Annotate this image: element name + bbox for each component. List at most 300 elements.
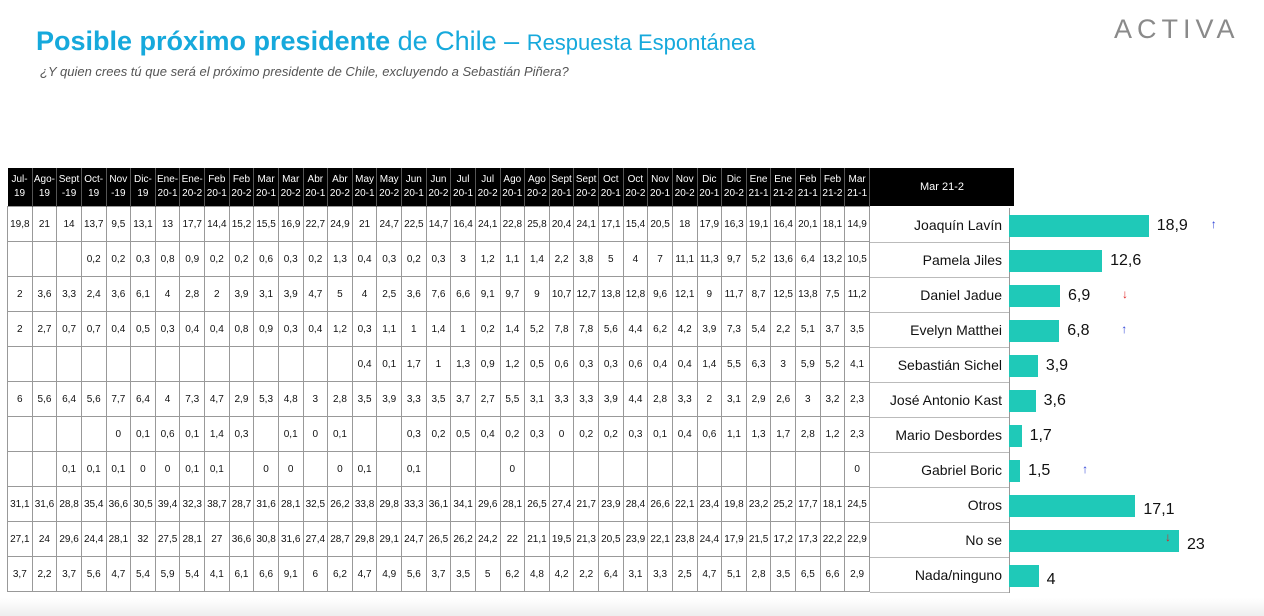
- history-cell: 7,8: [549, 312, 574, 347]
- history-cell: 14,4: [205, 207, 230, 242]
- history-cell: 2,8: [180, 277, 205, 312]
- period-header: Abr 20-1: [303, 168, 328, 207]
- period-header: Sept 20-2: [574, 168, 599, 207]
- history-cell: 15,2: [229, 207, 254, 242]
- history-cell: [648, 452, 673, 487]
- bar-chart: [1009, 208, 1264, 593]
- history-cell: 24,7: [402, 522, 427, 557]
- history-cell: 1,3: [328, 242, 353, 277]
- history-cell: 0,3: [229, 417, 254, 452]
- period-header: Nov 20-1: [648, 168, 673, 207]
- history-cell: 22,1: [672, 487, 697, 522]
- history-cell: 29,6: [57, 522, 82, 557]
- bar-value-label: 12,6: [1110, 252, 1142, 269]
- history-cell: 0,4: [672, 347, 697, 382]
- history-cell: 22,2: [820, 522, 845, 557]
- history-cell: 9,7: [722, 242, 747, 277]
- period-header: Mar 20-1: [254, 168, 279, 207]
- history-cell: 29,8: [377, 487, 402, 522]
- history-cell: 6,6: [254, 557, 279, 592]
- history-cell: 22,9: [845, 522, 870, 557]
- history-cell: 2,3: [845, 417, 870, 452]
- history-cell: 3,8: [574, 242, 599, 277]
- history-cell: 23,8: [672, 522, 697, 557]
- bar-value-label: 6,9: [1068, 287, 1091, 304]
- history-cell: 4,4: [623, 382, 648, 417]
- period-header: Ago 20-2: [525, 168, 550, 207]
- history-cell: 9,5: [106, 207, 131, 242]
- history-cell: 12,5: [771, 277, 796, 312]
- history-cell: 9,6: [648, 277, 673, 312]
- history-cell: 3,5: [352, 382, 377, 417]
- history-cell: 14: [57, 207, 82, 242]
- history-header-row: [8, 168, 870, 207]
- history-cell: 0,1: [278, 417, 303, 452]
- history-cell: 24,1: [475, 207, 500, 242]
- history-cell: 2,3: [845, 382, 870, 417]
- history-cell: 26,6: [648, 487, 673, 522]
- history-cell: 0,3: [623, 417, 648, 452]
- history-cell: 4,7: [303, 277, 328, 312]
- history-cell: 4,7: [697, 557, 722, 592]
- history-cell: 9,7: [500, 277, 525, 312]
- history-cell: 1,7: [771, 417, 796, 452]
- history-cell: 21,5: [746, 522, 771, 557]
- history-cell: 28,7: [229, 487, 254, 522]
- history-cell: [229, 452, 254, 487]
- period-header: Ene 21-2: [771, 168, 796, 207]
- history-cell: 13,8: [599, 277, 624, 312]
- bar: [1009, 320, 1059, 342]
- candidate-label: José Antonio Kast: [870, 383, 1010, 418]
- history-cell: 0: [328, 452, 353, 487]
- bar-value-label: 1,7: [1029, 427, 1052, 444]
- history-cell: 2,8: [746, 557, 771, 592]
- history-cell: 1,3: [451, 347, 476, 382]
- history-cell: [599, 452, 624, 487]
- bar-value-label: 1,5: [1028, 462, 1051, 479]
- bar-value-label: 6,8: [1067, 322, 1090, 339]
- history-cell: 27,4: [303, 522, 328, 557]
- history-cell: 6: [303, 557, 328, 592]
- history-cell: 31,6: [278, 522, 303, 557]
- history-cell: 20,4: [549, 207, 574, 242]
- trend-up-icon: ↑: [1210, 217, 1217, 231]
- history-cell: 27,4: [549, 487, 574, 522]
- history-cell: 29,1: [377, 522, 402, 557]
- history-cell: 22: [500, 522, 525, 557]
- bar-value-label: 3,6: [1043, 392, 1066, 409]
- history-cell: 0,1: [131, 417, 156, 452]
- history-cell: [303, 347, 328, 382]
- history-cell: 7,5: [820, 277, 845, 312]
- history-cell: 1,2: [475, 242, 500, 277]
- history-cell: 26,2: [328, 487, 353, 522]
- history-cell: 27,5: [155, 522, 180, 557]
- history-cell: 6,3: [746, 347, 771, 382]
- history-cell: 5,2: [525, 312, 550, 347]
- history-cell: 12,1: [672, 277, 697, 312]
- history-cell: [155, 347, 180, 382]
- history-cell: 1: [402, 312, 427, 347]
- history-cell: 4,2: [672, 312, 697, 347]
- history-cell: 14,7: [426, 207, 451, 242]
- candidate-label: Joaquín Lavín: [870, 208, 1010, 243]
- history-cell: 2,4: [81, 277, 106, 312]
- history-cell: 0,3: [278, 312, 303, 347]
- history-cell: 4,8: [525, 557, 550, 592]
- history-cell: 0: [303, 417, 328, 452]
- history-cell: 28,4: [623, 487, 648, 522]
- history-cell: 9,1: [278, 557, 303, 592]
- history-cell: 28,1: [180, 522, 205, 557]
- history-cell: 0,2: [402, 242, 427, 277]
- history-cell: 4: [155, 277, 180, 312]
- history-cell: 12,7: [574, 277, 599, 312]
- history-cell: 22,7: [303, 207, 328, 242]
- history-cell: 10,7: [549, 277, 574, 312]
- period-header: Jun 20-1: [402, 168, 427, 207]
- history-cell: 39,4: [155, 487, 180, 522]
- history-cell: 5,6: [81, 557, 106, 592]
- bar: [1009, 215, 1149, 237]
- title-main: Posible próximo presidente: [36, 26, 391, 56]
- history-cell: 23,9: [599, 487, 624, 522]
- history-cell: 26,2: [451, 522, 476, 557]
- history-cell: 0: [155, 452, 180, 487]
- history-cell: 25,8: [525, 207, 550, 242]
- history-cell: [32, 242, 57, 277]
- period-header: Abr 20-2: [328, 168, 353, 207]
- history-cell: 0,2: [106, 242, 131, 277]
- history-cell: 6,2: [328, 557, 353, 592]
- history-cell: 0,9: [475, 347, 500, 382]
- history-cell: 0,2: [303, 242, 328, 277]
- history-cell: 33,3: [402, 487, 427, 522]
- history-cell: 11,2: [845, 277, 870, 312]
- bar-value-label: 4: [1046, 571, 1056, 588]
- table-row: [8, 452, 870, 487]
- history-cell: [32, 347, 57, 382]
- history-cell: 24,9: [328, 207, 353, 242]
- history-cell: 2,8: [648, 382, 673, 417]
- history-cell: 6,6: [820, 557, 845, 592]
- history-cell: 22,5: [402, 207, 427, 242]
- history-cell: 5,5: [722, 347, 747, 382]
- history-cell: 23,9: [623, 522, 648, 557]
- history-cell: [81, 417, 106, 452]
- history-cell: [574, 452, 599, 487]
- history-cell: 24,5: [845, 487, 870, 522]
- history-cell: 0,7: [81, 312, 106, 347]
- history-cell: 17,3: [796, 522, 821, 557]
- history-cell: 0: [131, 452, 156, 487]
- history-cell: 6,6: [451, 277, 476, 312]
- history-cell: 3,9: [599, 382, 624, 417]
- period-header: May 20-1: [352, 168, 377, 207]
- history-cell: 25,2: [771, 487, 796, 522]
- history-cell: 29,6: [475, 487, 500, 522]
- history-cell: 17,1: [599, 207, 624, 242]
- history-cell: 5,4: [746, 312, 771, 347]
- history-cell: 2,6: [771, 382, 796, 417]
- history-cell: [623, 452, 648, 487]
- survey-question: ¿Y quien crees tú que será el próximo presidente de Chile, excluyendo a Sebastián Piñera?: [40, 64, 569, 79]
- history-table: [7, 168, 870, 592]
- history-cell: 2,8: [796, 417, 821, 452]
- history-cell: 5,4: [131, 557, 156, 592]
- history-cell: 21: [352, 207, 377, 242]
- history-cell: 5,6: [32, 382, 57, 417]
- history-cell: [697, 452, 722, 487]
- history-cell: 11,7: [722, 277, 747, 312]
- period-header: Jul- 19: [8, 168, 33, 207]
- history-cell: 3,3: [57, 277, 82, 312]
- history-cell: 0,6: [155, 417, 180, 452]
- history-cell: 20,5: [648, 207, 673, 242]
- history-cell: 6,4: [57, 382, 82, 417]
- table-row: [8, 522, 870, 557]
- history-cell: 2,9: [845, 557, 870, 592]
- bar-value-label: 23: [1187, 536, 1205, 553]
- bar: [1009, 460, 1020, 482]
- history-cell: 6,1: [131, 277, 156, 312]
- history-cell: 7,3: [722, 312, 747, 347]
- trend-up-icon: ↑: [1121, 322, 1128, 336]
- history-cell: 0,1: [648, 417, 673, 452]
- history-cell: 1,4: [426, 312, 451, 347]
- history-cell: 24,4: [697, 522, 722, 557]
- history-cell: 0,9: [180, 242, 205, 277]
- history-cell: [377, 452, 402, 487]
- history-cell: 0,4: [352, 242, 377, 277]
- history-cell: 1: [451, 312, 476, 347]
- history-cell: 3,6: [32, 277, 57, 312]
- period-header: Feb 20-1: [205, 168, 230, 207]
- page-title: [36, 26, 755, 57]
- history-cell: 0,5: [525, 347, 550, 382]
- history-cell: 4,4: [623, 312, 648, 347]
- history-cell: 0,6: [549, 347, 574, 382]
- history-cell: 0,7: [57, 312, 82, 347]
- history-cell: 0,2: [500, 417, 525, 452]
- history-cell: 13,2: [820, 242, 845, 277]
- history-cell: 1,1: [722, 417, 747, 452]
- history-cell: 3,1: [254, 277, 279, 312]
- history-cell: 24,7: [377, 207, 402, 242]
- history-cell: 0,2: [229, 242, 254, 277]
- title-mid: de Chile –: [390, 26, 527, 56]
- history-cell: 15,5: [254, 207, 279, 242]
- history-cell: 5: [599, 242, 624, 277]
- history-cell: 0: [254, 452, 279, 487]
- period-header: Ene- 20-1: [155, 168, 180, 207]
- history-cell: 18,1: [820, 207, 845, 242]
- bar-value-label: 17,1: [1143, 501, 1175, 518]
- bar: [1009, 355, 1038, 377]
- history-cell: 5,2: [746, 242, 771, 277]
- history-cell: 3,5: [426, 382, 451, 417]
- history-cell: [746, 452, 771, 487]
- history-cell: 19,8: [722, 487, 747, 522]
- history-cell: 21,1: [525, 522, 550, 557]
- history-cell: 0,1: [57, 452, 82, 487]
- history-cell: 6,5: [796, 557, 821, 592]
- period-header: Sept -19: [57, 168, 82, 207]
- history-cell: 18: [672, 207, 697, 242]
- history-cell: 0,3: [377, 242, 402, 277]
- history-cell: 31,1: [8, 487, 33, 522]
- history-cell: 6: [8, 382, 33, 417]
- history-cell: 5,6: [599, 312, 624, 347]
- history-cell: 12,8: [623, 277, 648, 312]
- history-cell: 28,8: [57, 487, 82, 522]
- period-header: Mar 21-1: [845, 168, 870, 207]
- history-cell: 17,7: [180, 207, 205, 242]
- history-cell: [820, 452, 845, 487]
- history-cell: 23,2: [746, 487, 771, 522]
- history-cell: 2,7: [475, 382, 500, 417]
- history-cell: 5,5: [500, 382, 525, 417]
- history-cell: 18,1: [820, 487, 845, 522]
- history-cell: 7,8: [574, 312, 599, 347]
- history-cell: 31,6: [254, 487, 279, 522]
- history-cell: 5,6: [81, 382, 106, 417]
- history-cell: 3,2: [820, 382, 845, 417]
- candidate-labels: [870, 208, 1010, 593]
- history-cell: 0,4: [648, 347, 673, 382]
- history-cell: 0,8: [155, 242, 180, 277]
- history-cell: 0,2: [574, 417, 599, 452]
- history-cell: 7,6: [426, 277, 451, 312]
- period-header: Jun 20-2: [426, 168, 451, 207]
- history-cell: 0,5: [131, 312, 156, 347]
- history-cell: 14,9: [845, 207, 870, 242]
- history-cell: [205, 347, 230, 382]
- history-cell: 0,3: [131, 242, 156, 277]
- history-cell: 0,3: [525, 417, 550, 452]
- history-cell: 0,3: [574, 347, 599, 382]
- history-cell: [254, 347, 279, 382]
- history-cell: 3: [771, 347, 796, 382]
- history-cell: 2,9: [746, 382, 771, 417]
- history-cell: 0,3: [352, 312, 377, 347]
- history-cell: 34,1: [451, 487, 476, 522]
- history-cell: 0,2: [475, 312, 500, 347]
- history-cell: 0,1: [180, 452, 205, 487]
- history-cell: 1,4: [500, 312, 525, 347]
- history-cell: 15,4: [623, 207, 648, 242]
- history-cell: 3,6: [106, 277, 131, 312]
- history-cell: 4: [352, 277, 377, 312]
- history-cell: 1,4: [525, 242, 550, 277]
- history-cell: 28,7: [328, 522, 353, 557]
- history-cell: [32, 417, 57, 452]
- period-header: Ene 21-1: [746, 168, 771, 207]
- history-cell: [8, 242, 33, 277]
- history-cell: 2: [697, 382, 722, 417]
- period-header: Ago 20-1: [500, 168, 525, 207]
- history-cell: 30,8: [254, 522, 279, 557]
- history-cell: 0,6: [254, 242, 279, 277]
- period-header: Jul 20-1: [451, 168, 476, 207]
- history-cell: 2,2: [32, 557, 57, 592]
- history-cell: 3: [303, 382, 328, 417]
- history-cell: 1,2: [500, 347, 525, 382]
- history-cell: 33,8: [352, 487, 377, 522]
- history-cell: 36,6: [106, 487, 131, 522]
- history-cell: [525, 452, 550, 487]
- history-cell: 17,7: [796, 487, 821, 522]
- history-cell: 36,6: [229, 522, 254, 557]
- history-cell: 17,9: [722, 522, 747, 557]
- period-header: Mar 20-2: [278, 168, 303, 207]
- history-cell: [426, 452, 451, 487]
- period-header: Feb 21-1: [796, 168, 821, 207]
- history-cell: 0,3: [402, 417, 427, 452]
- history-cell: 2,8: [328, 382, 353, 417]
- history-cell: 23,4: [697, 487, 722, 522]
- history-cell: 5,2: [820, 347, 845, 382]
- history-cell: 20,1: [796, 207, 821, 242]
- history-cell: 13,7: [81, 207, 106, 242]
- history-cell: [549, 452, 574, 487]
- history-cell: 1,4: [697, 347, 722, 382]
- period-header: Oct 20-1: [599, 168, 624, 207]
- history-cell: 0,4: [180, 312, 205, 347]
- history-cell: 0: [549, 417, 574, 452]
- table-row: [8, 487, 870, 522]
- history-cell: [672, 452, 697, 487]
- history-cell: 1,1: [377, 312, 402, 347]
- history-cell: 4,9: [377, 557, 402, 592]
- bar-value-label: 18,9: [1156, 217, 1188, 234]
- history-cell: [81, 347, 106, 382]
- history-cell: 0,2: [599, 417, 624, 452]
- bar: [1009, 250, 1102, 272]
- candidate-label: Mario Desbordes: [870, 418, 1010, 453]
- period-header: Nov 20-2: [672, 168, 697, 207]
- history-body: [8, 207, 870, 592]
- history-cell: 17,2: [771, 522, 796, 557]
- history-cell: 0,4: [205, 312, 230, 347]
- history-cell: 20,5: [599, 522, 624, 557]
- history-cell: 5,9: [155, 557, 180, 592]
- history-cell: 6,4: [131, 382, 156, 417]
- bar: [1009, 285, 1060, 307]
- history-cell: 3,3: [648, 557, 673, 592]
- history-cell: 0,3: [278, 242, 303, 277]
- title-subtitle: Respuesta Espontánea: [526, 30, 756, 55]
- candidate-label: No se: [870, 523, 1010, 558]
- history-cell: 16,9: [278, 207, 303, 242]
- history-cell: 1,1: [500, 242, 525, 277]
- history-cell: 27,1: [8, 522, 33, 557]
- table-row: [8, 277, 870, 312]
- period-header: Nov -19: [106, 168, 131, 207]
- history-cell: 3,7: [57, 557, 82, 592]
- history-cell: 3,6: [402, 277, 427, 312]
- history-cell: 2,2: [771, 312, 796, 347]
- period-header: Dic- 19: [131, 168, 156, 207]
- history-cell: 0: [278, 452, 303, 487]
- candidate-label: Evelyn Matthei: [870, 313, 1010, 348]
- history-cell: 3,1: [623, 557, 648, 592]
- history-cell: 4,2: [549, 557, 574, 592]
- history-cell: 8,7: [746, 277, 771, 312]
- period-header: Jul 20-2: [475, 168, 500, 207]
- history-cell: 0,4: [352, 347, 377, 382]
